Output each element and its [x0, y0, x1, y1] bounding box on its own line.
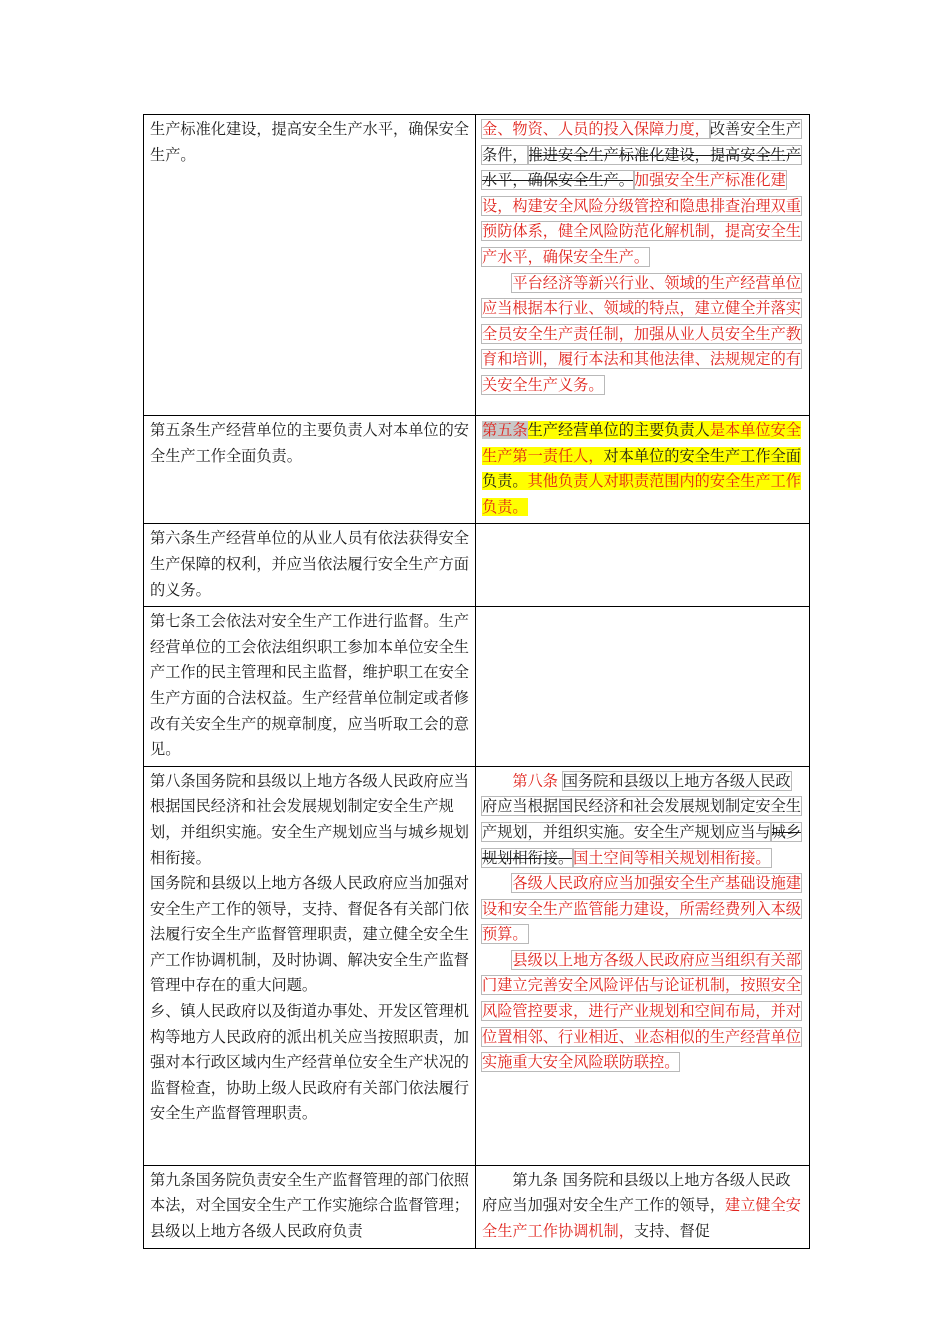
original-paragraph: 第六条生产经营单位的从业人员有依法获得安全生产保障的权利，并应当依法履行安全生产方面的义务。 [150, 529, 469, 599]
inserted-text: 其他负责人对职责范围内的安全生产工作负责。 [482, 472, 801, 516]
table-row [144, 416, 810, 524]
original-paragraph: 第七条工会依法对安全生产工作进行监督。生产经营单位的工会依法组织职工参加本单位安全生产工作的民主管理和民主监督，维护职工在安全生产方面的合法权益。生产经营单位制定或者修改有关安全生产的规章制度，应当听取工会的意见。 [150, 612, 469, 759]
inserted-text: 是本单位安全生产第一责任人， [482, 421, 801, 465]
table-row [144, 524, 810, 607]
original-text-cell [144, 115, 476, 416]
revised-paragraph [482, 271, 804, 399]
unchanged-text: 国务院和县级以上地方各级人民政府应当加强对安全生产工作的领导， [482, 1170, 791, 1215]
table-row [144, 115, 810, 416]
original-paragraph: 第五条生产经营单位的主要负责人对本单位的安全生产工作全面负责。 [150, 421, 469, 465]
deleted-text: 推进安全生产标准化建设，提高安全生产水平，确保安全生产。 [482, 145, 801, 190]
revised-paragraph [482, 769, 804, 871]
original-paragraph: 第八条国务院和县级以上地方各级人民政府应当根据国民经济和社会发展规划制定安全生产规划，并组织实施。安全生产规划应当与城乡规划相衔接。 [150, 771, 469, 867]
table-row [144, 1165, 810, 1248]
original-paragraph: 生产标准化建设，提高安全生产水平，确保安全生产。 [150, 120, 469, 164]
article-number: 第九条 [512, 1170, 558, 1189]
inserted-text: 建立健全安全生产工作协调机制， [482, 1196, 801, 1240]
unchanged-text: 生产经营单位的主要负责人 [527, 421, 710, 439]
revised-paragraph [482, 117, 804, 271]
original-text-cell [144, 524, 476, 607]
unchanged-text: 支持、督促 [633, 1221, 710, 1240]
inserted-text: 县级以上地方各级人民政府应当组织有关部门建立完善安全风险评估与论证机制，按照安全风险管控要求，进行产业规划和空间布局，并对位置相邻、行业相近、业态相似的生产经营单位实施重大安全风险联防联控。 [482, 950, 801, 1072]
revised-text-cell [476, 1165, 810, 1248]
original-text-cell [144, 766, 476, 1165]
original-paragraph: 国务院和县级以上地方各级人民政府应当加强对安全生产工作的领导，支持、督促各有关部门依法履行安全生产监督管理职责，建立健全安全生产工作协调机制，及时协调、解决安全生产监督管理中存在的重大问题。 [150, 874, 469, 995]
revised-text-cell [476, 115, 810, 416]
inserted-text: 国土空间等相关规划相衔接。 [573, 848, 771, 867]
article-number: 第五条 [482, 421, 528, 439]
revised-text-cell [476, 766, 810, 1165]
unchanged-text: 国务院和县级以上地方各级人民政府应当根据国民经济和社会发展规划制定安全生产规划，并组织实施。安全生产规划应当与 [482, 771, 801, 841]
unchanged-text: 对本单位的安全生产工作全面负责。 [482, 446, 801, 491]
revised-paragraph [482, 871, 804, 948]
revised-text-cell [476, 524, 810, 607]
revised-paragraph [482, 948, 804, 1076]
inserted-text: 各级人民政府应当加强安全生产基础设施建设和安全生产监管能力建设，所需经费列入本级预算。 [482, 874, 801, 944]
original-paragraph: 乡、镇人民政府以及街道办事处、开发区管理机构等地方人民政府的派出机关应当按照职责，加强对本行政区域内生产经营单位安全生产状况的监督检查，协助上级人民政府有关部门依法履行安全生产监督管理职责。 [150, 1002, 469, 1123]
original-text-cell [144, 607, 476, 767]
table-row [144, 607, 810, 767]
revised-text-cell [476, 416, 810, 524]
comparison-table [143, 114, 810, 1249]
revised-text-cell [476, 607, 810, 767]
inserted-text: 平台经济等新兴行业、领域的生产经营单位应当根据本行业、领域的特点，建立健全并落实全员安全生产责任制，加强从业人员安全生产教育和培训，履行本法和其他法律、法规规定的有关安全生产义务。 [482, 273, 801, 394]
original-text-cell [144, 1165, 476, 1248]
unchanged-text: 改善安全生产条件， [482, 120, 801, 164]
revised-paragraph [482, 418, 804, 520]
inserted-text: 加强安全生产标准化建设，构建安全风险分级管控和隐患排查治理双重预防体系，健全风险防范化解机制，提高安全生产水平，确保安全生产。 [482, 171, 801, 266]
table-row [144, 766, 810, 1165]
original-text-cell [144, 416, 476, 524]
revised-paragraph [482, 1168, 804, 1245]
original-paragraph: 第九条国务院负责安全生产监督管理的部门依照本法，对全国安全生产工作实施综合监督管理；县级以上地方各级人民政府负责 [150, 1170, 469, 1240]
article-number: 第八条 [512, 771, 558, 790]
inserted-text: 金、物资、人员的投入保障力度， [482, 120, 710, 138]
deleted-text: 城乡规划相衔接。 [482, 822, 801, 867]
